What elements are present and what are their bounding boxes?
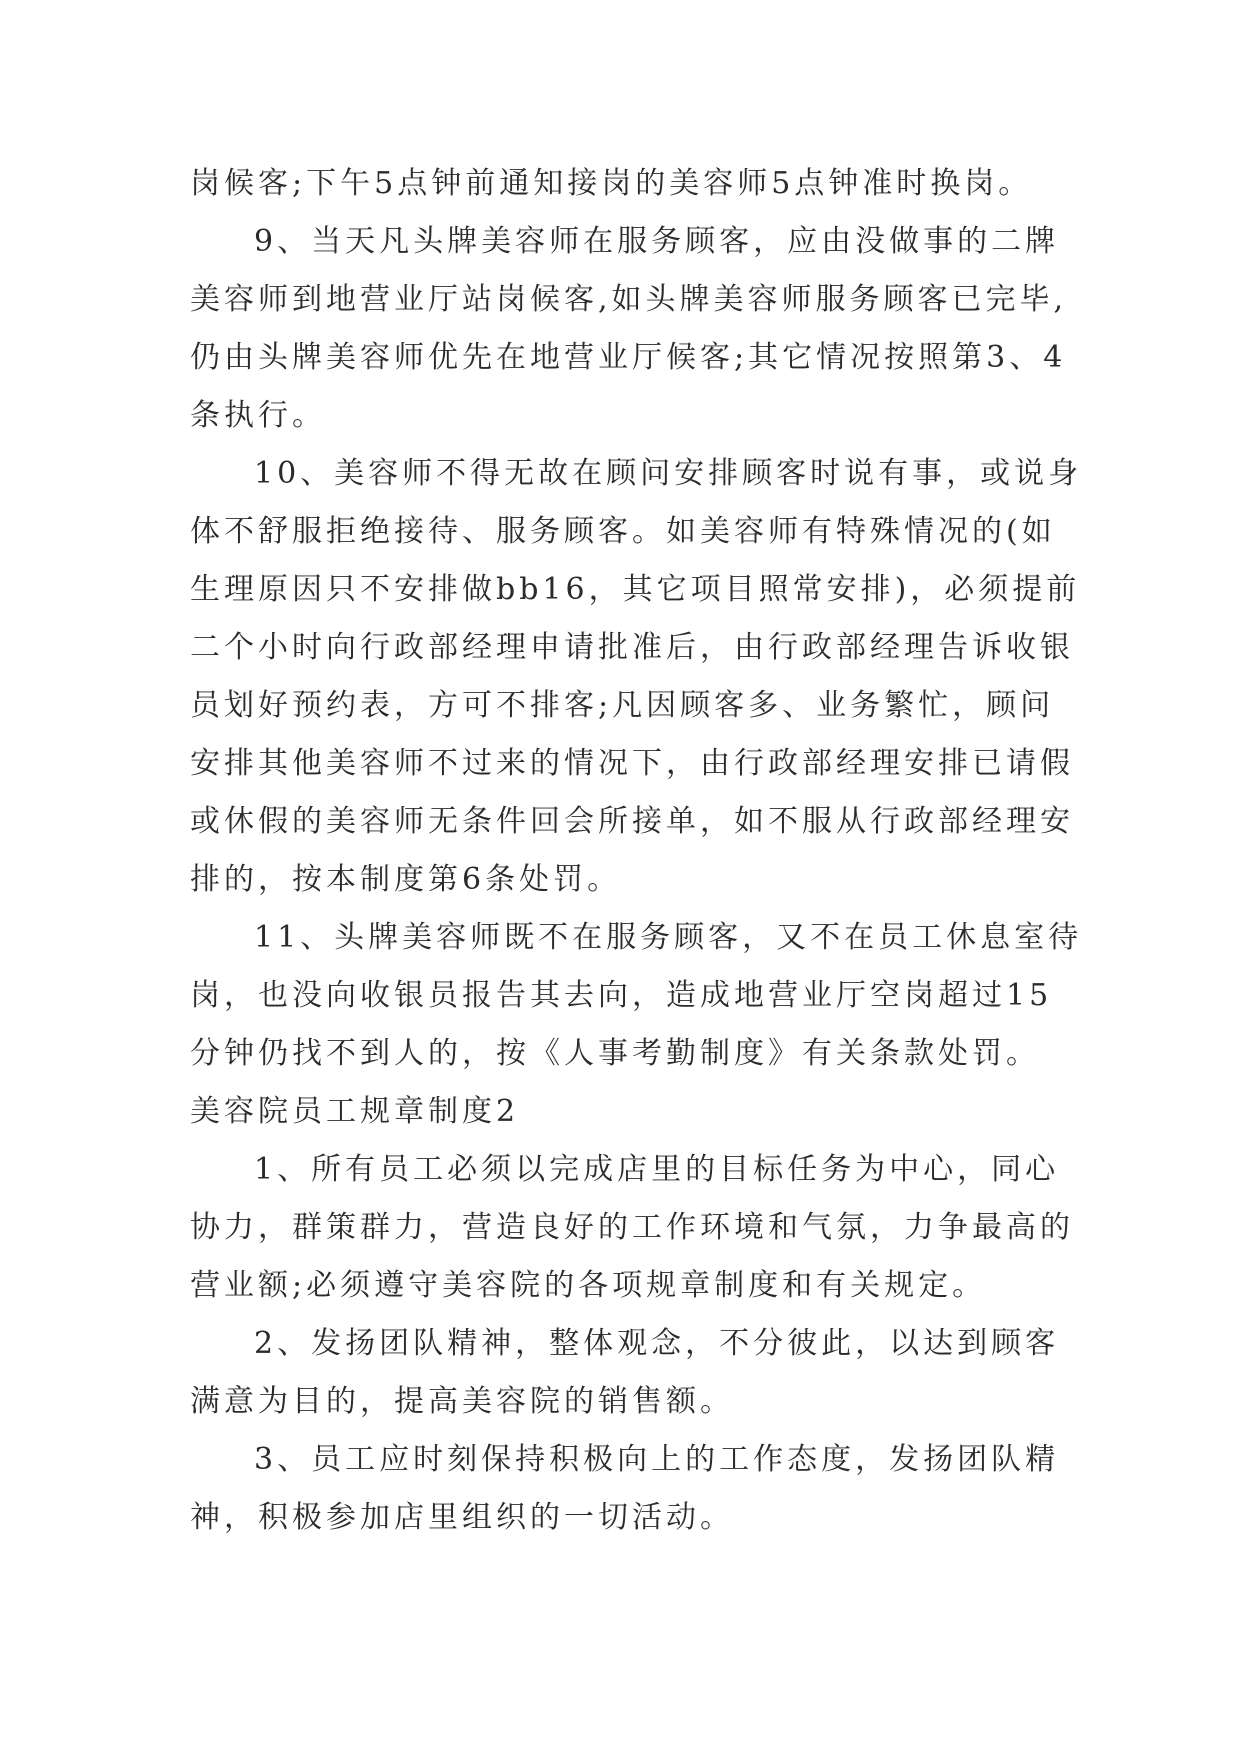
text-line: 分钟仍找不到人的，按《人事考勤制度》有关条款处罚。 <box>190 1036 1040 1071</box>
text-line: 岗候客;下午5点钟前通知接岗的美容师5点钟准时换岗。 <box>190 166 1033 201</box>
text-line: 10、美容师不得无故在顾问安排顾客时说有事，或说身 <box>254 456 1083 491</box>
document-body <box>190 155 1090 1547</box>
text-line: 条执行。 <box>190 398 326 433</box>
text-line: 岗，也没向收银员报告其去向，造成地营业厅空岗超过15 <box>190 978 1053 1013</box>
text-line: 3、员工应时刻保持积极向上的工作态度，发扬团队精 <box>254 1442 1060 1477</box>
text-line: 1、所有员工必须以完成店里的目标任务为中心，同心 <box>254 1152 1060 1187</box>
text-line: 二个小时向行政部经理申请批准后，由行政部经理告诉收银 <box>190 630 1074 665</box>
section-heading: 美容院员工规章制度2 <box>190 1094 520 1129</box>
text-line: 9、当天凡头牌美容师在服务顾客，应由没做事的二牌 <box>254 224 1060 259</box>
text-line: 安排其他美容师不过来的情况下，由行政部经理安排已请假 <box>190 746 1074 781</box>
text-line: 神，积极参加店里组织的一切活动。 <box>190 1500 734 1535</box>
text-line: 员划好预约表，方可不排客;凡因顾客多、业务繁忙，顾问 <box>190 688 1055 723</box>
text-line: 11、头牌美容师既不在服务顾客，又不在员工休息室待 <box>254 920 1083 955</box>
text-line: 或休假的美容师无条件回会所接单，如不服从行政部经理安 <box>190 804 1074 839</box>
text-line: 2、发扬团队精神，整体观念，不分彼此，以达到顾客 <box>254 1326 1060 1361</box>
text-line: 满意为目的，提高美容院的销售额。 <box>190 1384 734 1419</box>
text-line: 体不舒服拒绝接待、服务顾客。如美容师有特殊情况的(如 <box>190 514 1056 549</box>
text-line: 仍由头牌美容师优先在地营业厅候客;其它情况按照第3、4 <box>190 340 1067 375</box>
text-line: 营业额;必须遵守美容院的各项规章制度和有关规定。 <box>190 1268 987 1303</box>
text-line: 美容师到地营业厅站岗候客,如头牌美容师服务顾客已完毕, <box>190 282 1068 317</box>
text-line: 生理原因只不安排做bb16，其它项目照常安排)，必须提前 <box>190 572 1081 607</box>
text-line: 协力，群策群力，营造良好的工作环境和气氛，力争最高的 <box>190 1210 1074 1245</box>
text-line: 排的，按本制度第6条处罚。 <box>190 862 622 897</box>
